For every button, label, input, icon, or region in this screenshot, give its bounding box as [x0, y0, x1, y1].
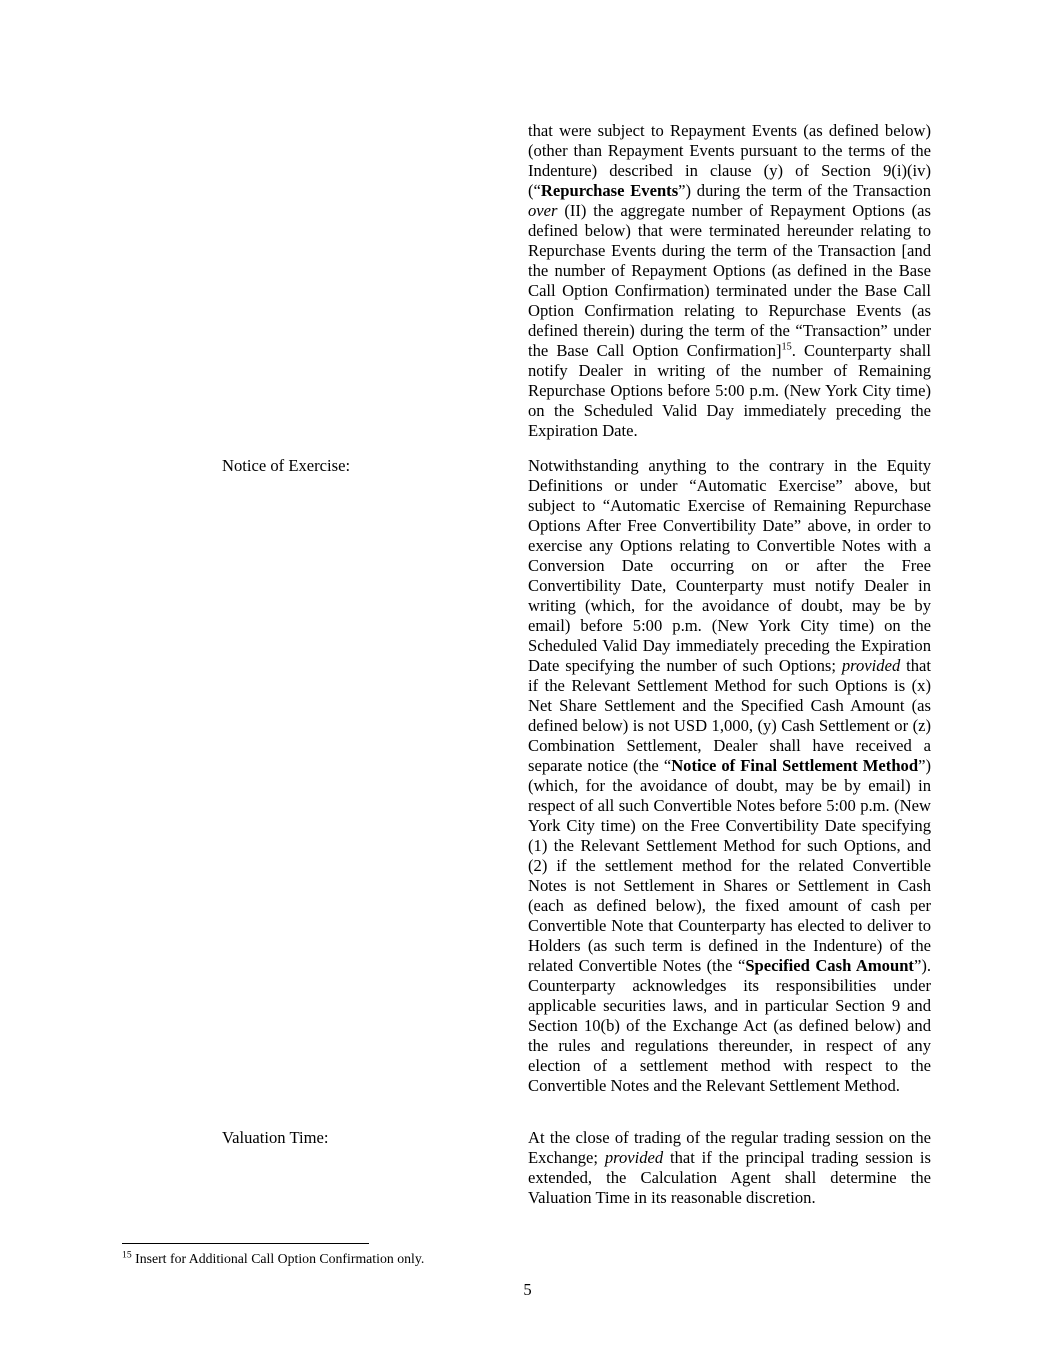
page-number: 5 [523, 1280, 532, 1299]
footnote [122, 1243, 592, 1267]
footnote-body: Insert for Additional Call Option Confirmation only. [131, 1251, 425, 1266]
footnote-text [122, 1250, 592, 1267]
term-paragraph: Notwithstanding anything to the contrary in the Equity Definitions or under “Automatic Exercise” above, but subject to “Automatic Exercise of Remaining Repurchase Options After Free Convertibility Date” above, in order to exercise any Options relating to Convertible Notes with a Conversion Date occurring on or after the Free Convertibility Date, Counterparty must notify Dealer in writing (which, for the avoidance of doubt, may be by email) before 5:00 p.m. (New York City time) on the Scheduled Valid Day immediately preceding the Expiration Date specifying the number of such Options; provided that if the Relevant Settlement Method for such Options is (x) Net Share Settlement and the Specified Cash Amount (as defined below) is not USD 1,000, (y) Cash Settlement or (z) Combination Settlement, Dealer shall have received a separate notice (the “Notice of Final Settlement Method”) (which, for the avoidance of doubt, may be by email) in respect of all such Convertible Notes before 5:00 p.m. (New York City time) on the Free Convertibility Date specifying (1) the Relevant Settlement Method for such Options, and (2) if the settlement method for the related Convertible Notes is not Settlement in Shares or Settlement in Cash (each as defined below), the fixed amount of cash per Convertible Note that Counterparty has elected to deliver to Holders (as such term is defined in the Indenture) of the related Convertible Notes (the “Specified Cash Amount”). Counterparty acknowledges its responsibilities under applicable securities laws, and in particular Section 9 and Section 10(b) of the Exchange Act (as defined below) and the rules and regulations thereunder, in respect of any election of a settlement method with respect to the Convertible Notes and the Relevant Settlement Method. [528, 456, 931, 1095]
term-paragraph: At the close of trading of the regular trading session on the Exchange; provided that if the principal trading session is extended, the Calculation Agent shall determine the Valuation Time in its reasonable discretion. [528, 1128, 931, 1207]
term-label-notice-of-exercise: Notice of Exercise: [222, 456, 351, 475]
footnote-separator-rule [122, 1243, 369, 1244]
term-paragraph: that were subject to Repayment Events (as defined below) (other than Repayment Events pursuant to the terms of the Indenture) described in clause (y) of Section 9(i)(iv) (“Repurchase Events”) during the term of the Transaction over (II) the aggregate number of Repayment Options (as defined below) that were terminated hereunder relating to Repurchase Events during the term of the Transaction [and the number of Repayment Options (as defined in the Base Call Option Confirmation) terminated under the Base Call Option Confirmation relating to Repurchase Events (as defined therein) during the term of the “Transaction” under the Base Call Option Confirmation]$^{15}$. Counterparty shall notify Dealer in writing of the number of Remaining Repurchase Options before 5:00 p.m. (New York City time) on the Scheduled Valid Day immediately preceding the Expiration Date. [528, 121, 931, 440]
footnote-marker: 15 [122, 1249, 132, 1261]
footnote-reference: 15 [781, 341, 792, 353]
term-label-valuation-time: Valuation Time: [222, 1128, 329, 1147]
